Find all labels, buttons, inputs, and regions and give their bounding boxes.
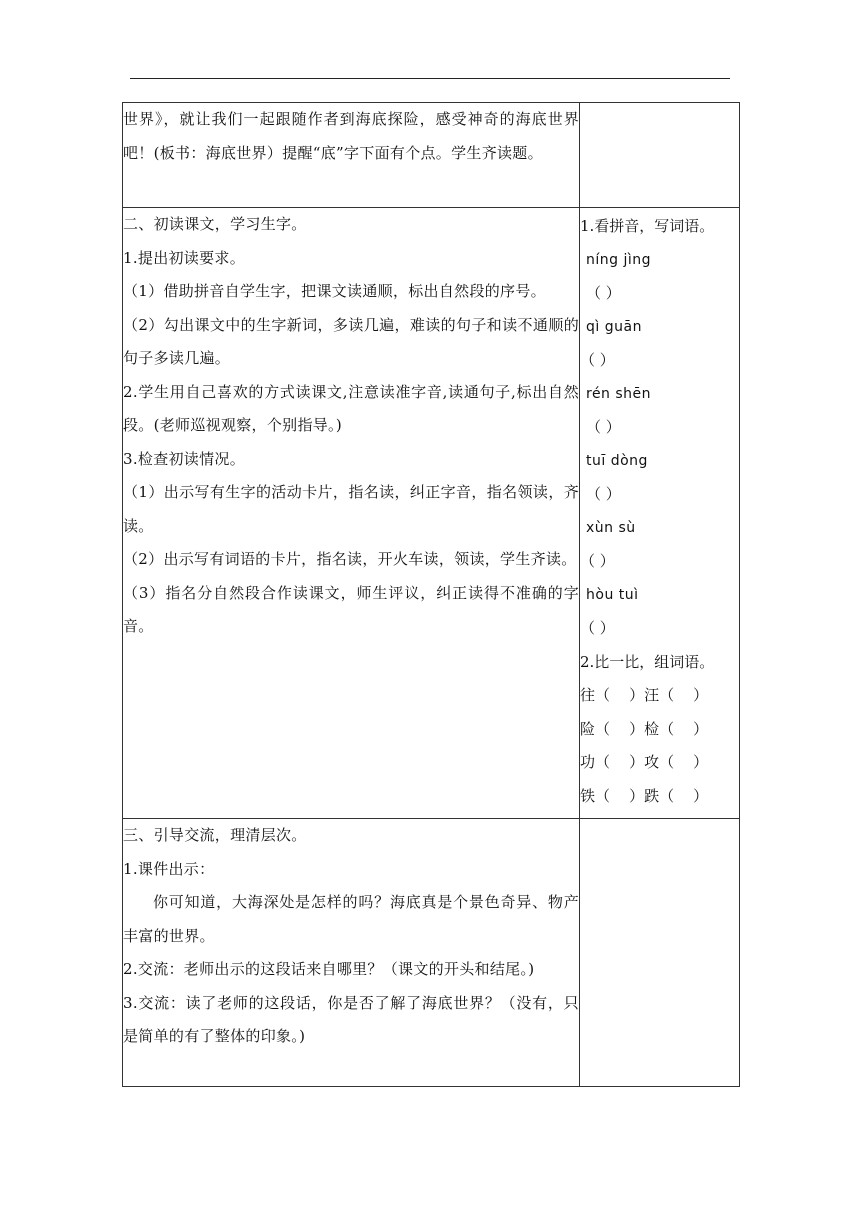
step-text: 2.学生用自己喜欢的方式读课文,注意读准字音,读通句子,标出自然段。(老师巡视观察，个别指导。) bbox=[123, 382, 579, 434]
step-text: 3.交流：读了老师的这段话，你是否了解了海底世界？（没有，只是简单的有了整体的印象。) bbox=[123, 993, 579, 1045]
answer-blank: （ ） bbox=[586, 284, 621, 302]
step-text: 2.交流：老师出示的这段话来自哪里？（课文的开头和结尾。) bbox=[123, 960, 535, 978]
answer-blank: （ ） bbox=[580, 552, 615, 570]
pinyin-prompt: qì guān bbox=[586, 318, 642, 335]
step-text: 3.检查初读情况。 bbox=[123, 449, 246, 468]
table-row bbox=[123, 819, 740, 1087]
step-text: （1）借助拼音自学生字，把课文读通顺，标出自然段的序号。 bbox=[123, 282, 546, 300]
pinyin-prompt: níng jìng bbox=[586, 251, 652, 268]
table-row bbox=[123, 103, 740, 208]
compare-row: 往（ ）汪（ ） bbox=[580, 686, 709, 704]
exercise-cell bbox=[580, 208, 740, 819]
pinyin-prompt: rén shēn bbox=[586, 385, 652, 402]
step-text: 1.提出初读要求。 bbox=[123, 248, 246, 267]
row1-main-cell bbox=[123, 103, 580, 208]
step-text: （3）指名分自然段合作读课文，师生评议，纠正读得不准确的字音。 bbox=[123, 583, 579, 635]
quoted-passage: 你可知道，大海深处是怎样的吗？海底真是个景色奇异、物产丰富的世界。 bbox=[123, 893, 579, 945]
row3-main-cell bbox=[123, 819, 580, 1087]
header-rule bbox=[130, 78, 730, 79]
pinyin-prompt: tuī dòng bbox=[586, 452, 648, 469]
section-heading: 三、引导交流，理清层次。 bbox=[123, 826, 307, 844]
exercise-title-2: 2.比一比，组词语。 bbox=[580, 652, 715, 671]
answer-blank: （ ） bbox=[580, 351, 615, 369]
answer-blank: （ ） bbox=[586, 418, 621, 436]
table-row bbox=[123, 208, 740, 819]
compare-row: 铁（ ）跌（ ） bbox=[580, 786, 709, 805]
pinyin-prompt: xùn sù bbox=[586, 519, 636, 536]
row1-side-cell bbox=[580, 103, 740, 208]
row1-text: 世界》，就让我们一起跟随作者到海底探险，感受神奇的海底世界吧！(板书：海底世界）提醒“底”字下面有个点。学生齐读题。 bbox=[123, 110, 579, 162]
row2-main-cell bbox=[123, 208, 580, 819]
answer-blank: （ ） bbox=[586, 485, 621, 503]
compare-row: 功（ ）攻（ ） bbox=[580, 753, 709, 771]
exercise-title-1: 1.看拼音，写词语。 bbox=[580, 217, 715, 235]
lesson-plan-table bbox=[122, 102, 740, 1087]
step-text: （2）出示写有词语的卡片，指名读，开火车读，领读，学生齐读。 bbox=[123, 550, 577, 568]
step-text: （1）出示写有生字的活动卡片，指名读，纠正字音，指名领读，齐读。 bbox=[123, 483, 579, 535]
pinyin-prompt: hòu tuì bbox=[586, 586, 639, 603]
compare-row: 险（ ）检（ ） bbox=[580, 719, 709, 738]
row3-side-cell bbox=[580, 819, 740, 1087]
step-text: 1.课件出示： bbox=[123, 859, 215, 878]
step-text: （2）勾出课文中的生字新词，多读几遍，难读的句子和读不通顺的句子多读几遍。 bbox=[123, 315, 579, 367]
answer-blank: （ ） bbox=[580, 619, 615, 637]
section-heading: 二、初读课文，学习生字。 bbox=[123, 215, 307, 233]
